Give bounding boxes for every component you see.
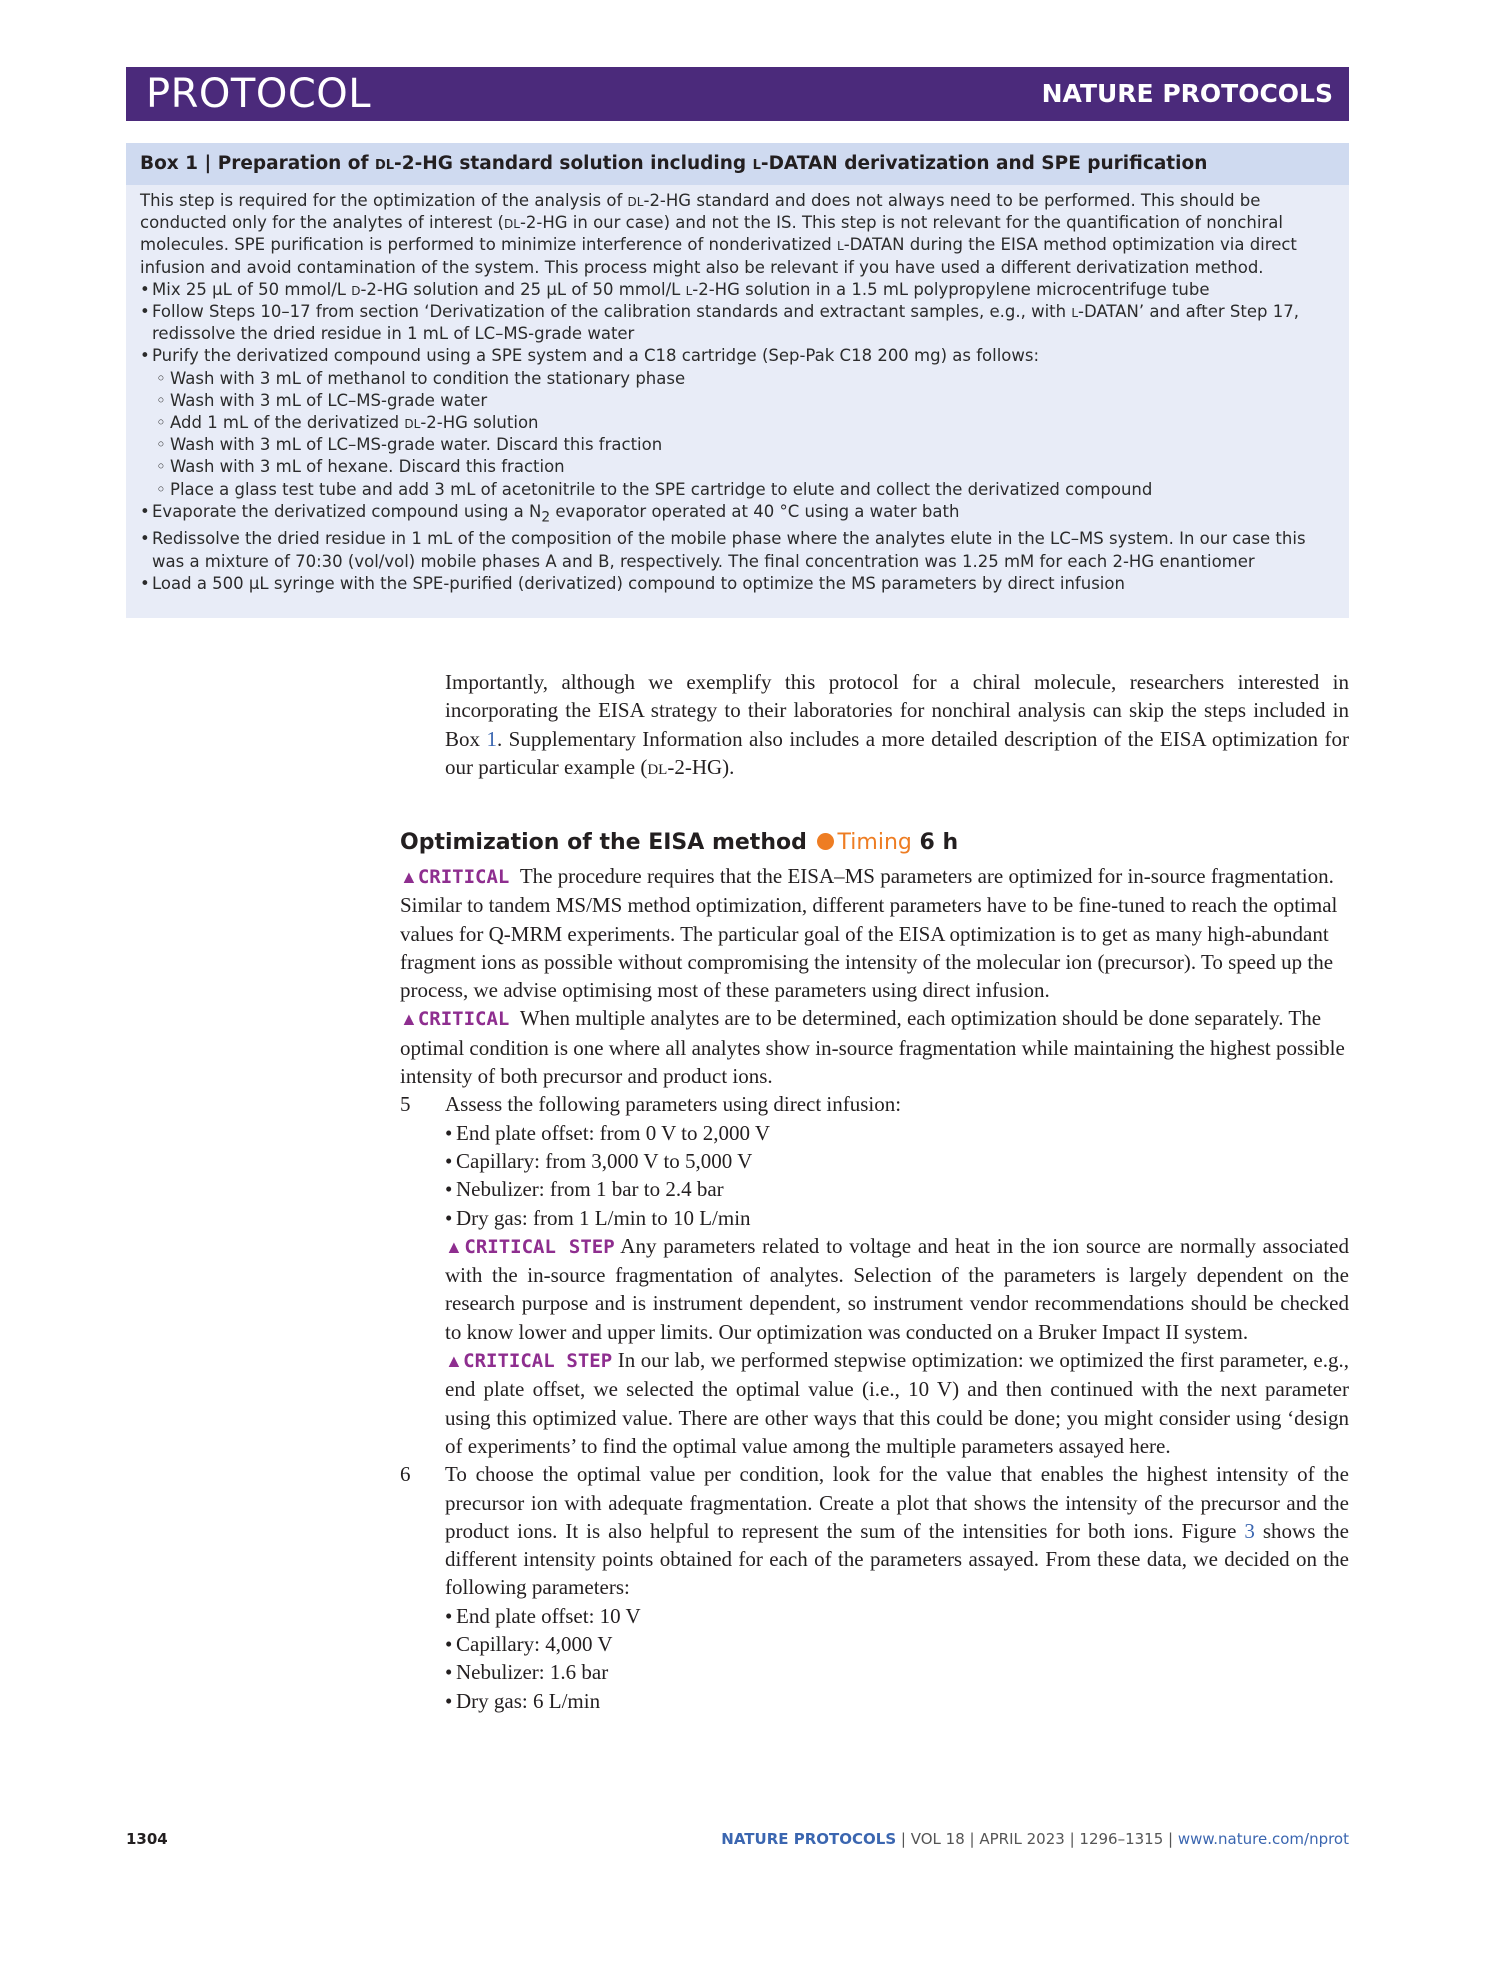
parameter-list bbox=[445, 1602, 1349, 1715]
critical-step-note: ▲CRITICAL STEP In our lab, we performed stepwise optimization: we optimized the first parameter, e.g., end plate offset, we selected the optimal value (i.e., 10 V) and then continued with the next parameter using this optimized value. There are other ways that this could be done; you might consider using ‘design of experiments’ to find the optimal value among the multiple parameters assayed here. bbox=[445, 1348, 1349, 1458]
box-1 bbox=[126, 143, 1349, 618]
box-reference-link[interactable]: 1 bbox=[486, 726, 497, 751]
step-5 bbox=[400, 1090, 1349, 1460]
parameter-list bbox=[445, 1119, 1349, 1232]
list-item: • Capillary: 4,000 V bbox=[445, 1630, 1349, 1658]
list-item: • Evaporate the derivatized compound using a $N_2$ evaporator operated at 40 °C using a water bath bbox=[140, 501, 1340, 529]
footer-citation: NATURE PROTOCOLS | VOL 18 | APRIL 2023 | 1296–1315 | www.nature.com/nprot bbox=[721, 1830, 1349, 1848]
list-item: • Dry gas: 6 L/min bbox=[445, 1687, 1349, 1715]
critical-triangle-icon: ▲ bbox=[445, 1236, 465, 1257]
sub-list-item: ◦ Wash with 3 mL of methanol to condition the stationary phase bbox=[140, 368, 1340, 390]
box-intro: This step is required for the optimization of the analysis of dl-2-HG standard and does not always need to be performed. This should be conducted only for the analytes of interest (dl-2-HG in our case) and not the IS. This step is not relevant for the quantification of nonchiral molecules. SPE purification is performed to minimize interference of nonderivatized l-DATAN during the EISA method optimization via direct infusion and avoid contamination of the system. This process might also be relevant if you have used a different derivatization method. bbox=[140, 191, 1297, 277]
section-heading: Optimization of the EISA method Timing 6 h bbox=[400, 830, 959, 855]
critical-triangle-icon: ▲ bbox=[445, 1351, 464, 1372]
journal-name: NATURE PROTOCOLS bbox=[1041, 79, 1333, 108]
sub-list-item: ◦ Place a glass test tube and add 3 mL of acetonitrile to the SPE cartridge to elute and collect the derivatized compound bbox=[140, 479, 1340, 501]
list-item: • Purify the derivatized compound using a SPE system and a C18 cartridge (Sep-Pak C18 200 mg) as follows: bbox=[140, 345, 1340, 367]
list-item: • Load a 500 μL syringe with the SPE-purified (derivatized) compound to optimize the MS parameters by direct infusion bbox=[140, 573, 1340, 595]
page-number: 1304 bbox=[126, 1830, 168, 1848]
list-item: • Nebulizer: from 1 bar to 2.4 bar bbox=[445, 1175, 1349, 1203]
timing-dot-icon bbox=[817, 833, 834, 850]
journal-url-link[interactable]: www.nature.com/nprot bbox=[1177, 1830, 1349, 1848]
section-label: PROTOCOL bbox=[146, 71, 372, 117]
list-item: • Mix 25 μL of 50 mmol/L d-2-HG solution and 25 μL of 50 mmol/L l-2-HG solution in a 1.5 mL polypropylene microcentrifuge tube bbox=[140, 279, 1340, 301]
list-item: • Dry gas: from 1 L/min to 10 L/min bbox=[445, 1204, 1349, 1232]
step-number: 6 bbox=[400, 1462, 411, 1487]
step-text: Assess the following parameters using direct infusion: bbox=[445, 1092, 902, 1117]
sub-list-item: ◦ Wash with 3 mL of LC–MS-grade water. Discard this fraction bbox=[140, 434, 1340, 456]
list-item: • End plate offset: from 0 V to 2,000 V bbox=[445, 1119, 1349, 1147]
critical-step-note: ▲CRITICAL STEP Any parameters related to voltage and heat in the ion source are normally associated with the in-source fragmentation of analytes. Selection of the parameters is largely dependent on the research purpose and is instrument dependent, so instrument vendor recommendations should be checked to know lower and upper limits. Our optimization was conducted on a Bruker Impact II system. bbox=[445, 1233, 1349, 1344]
box-body bbox=[140, 190, 1340, 595]
sub-list-item: ◦ Wash with 3 mL of hexane. Discard this fraction bbox=[140, 456, 1340, 478]
box-steps bbox=[140, 279, 1340, 595]
section-optimization bbox=[400, 828, 1349, 1715]
step-number: 5 bbox=[400, 1092, 411, 1117]
list-item: • Follow Steps 10–17 from section ‘Derivatization of the calibration standards and extractant samples, e.g., with l-DATAN’ and after Step 17, redissolve the dried residue in 1 mL of LC–MS-grade water bbox=[140, 301, 1340, 345]
list-item: • Redissolve the dried residue in 1 mL of the composition of the mobile phase where the analytes elute in the LC–MS system. In our case this was a mixture of 70:30 (vol/vol) mobile phases A and B, respectively. The final concentration was 1.25 mM for each 2-HG enantiomer bbox=[140, 528, 1340, 572]
header-bar bbox=[126, 67, 1349, 121]
list-item: • Capillary: from 3,000 V to 5,000 V bbox=[445, 1147, 1349, 1175]
critical-note: ▲CRITICAL The procedure requires that the EISA–MS parameters are optimized for in-source fragmentation. Similar to tandem MS/MS method optimization, different parameters have to be fine-tuned to reach the optimal values for Q-MRM experiments. The particular goal of the EISA optimization is to get as many high-abundant fragment ions as possible without compromising the intensity of the molecular ion (precursor). To speed up the process, we advise optimising most of these parameters using direct infusion. bbox=[400, 864, 1338, 1003]
figure-reference-link[interactable]: 3 bbox=[1244, 1518, 1255, 1543]
critical-note: ▲CRITICAL When multiple analytes are to be determined, each optimization should be done separately. The optimal condition is one where all analytes show in-source fragmentation while maintaining the highest possible intensity of both precursor and product ions. bbox=[400, 1006, 1345, 1089]
critical-triangle-icon: ▲ bbox=[400, 867, 418, 887]
step-text: To choose the optimal value per condition, look for the value that enables the highest intensity of the precursor ion with adequate fragmentation. Create a plot that shows the intensity of the precursor and the product ions. It is also helpful to represent the sum of the intensities for both ions. Figure 3 shows the different intensity points obtained for each of the parameters assayed. From these data, we decided on the following parameters: bbox=[445, 1462, 1349, 1600]
sub-list-item: ◦ Wash with 3 mL of LC–MS-grade water bbox=[140, 390, 1340, 412]
critical-triangle-icon: ▲ bbox=[400, 1009, 418, 1030]
step-6 bbox=[400, 1460, 1349, 1715]
list-item: • End plate offset: 10 V bbox=[445, 1602, 1349, 1630]
sub-list-item: ◦ Add 1 mL of the derivatized dl-2-HG solution bbox=[140, 412, 1340, 434]
intro-paragraph: Importantly, although we exemplify this protocol for a chiral molecule, researchers interested in incorporating the EISA strategy to their laboratories for nonchiral analysis can skip the steps included in Box 1. Supplementary Information also includes a more detailed description of the EISA optimization for our particular example (dl-2-HG). bbox=[445, 670, 1349, 780]
list-item: • Nebulizer: 1.6 bar bbox=[445, 1658, 1349, 1686]
box-title: Box 1 | Preparation of dl-2-HG standard solution including l-DATAN derivatization and SPE purification bbox=[126, 143, 1349, 185]
